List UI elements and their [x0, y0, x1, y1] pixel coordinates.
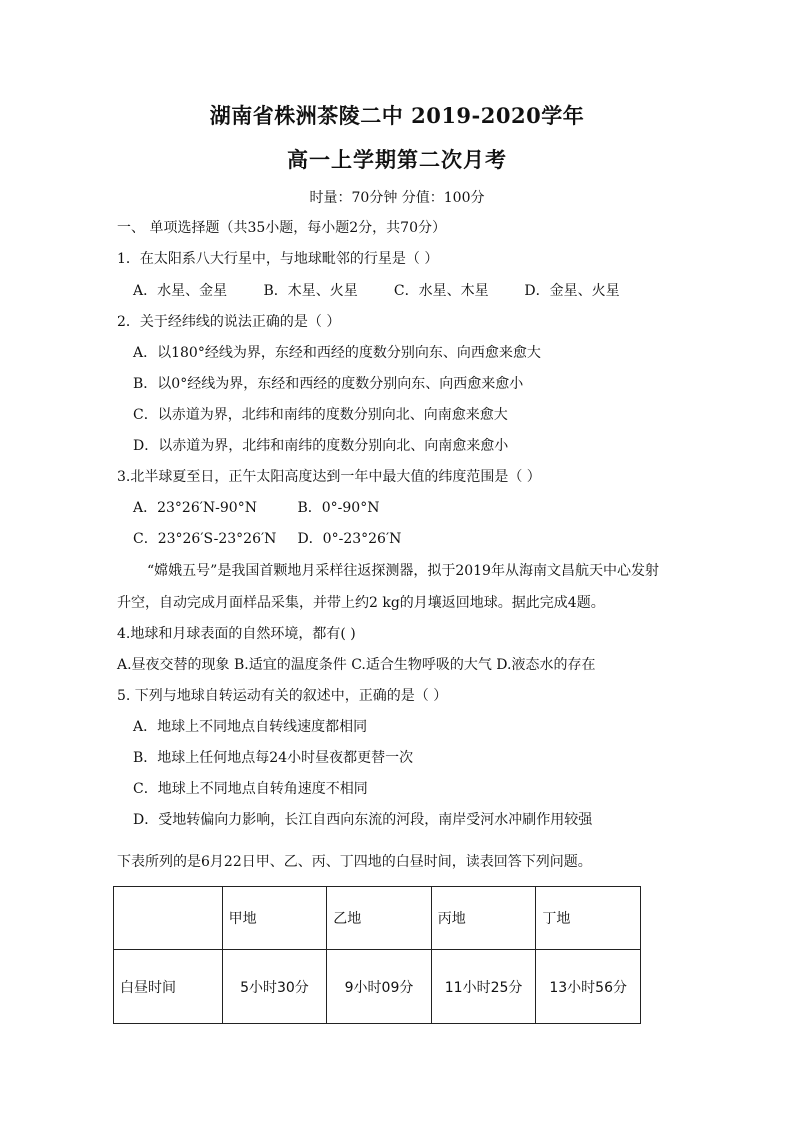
question-3-option-a: A．23°26′N-90°N: [133, 500, 257, 516]
question-4-options: A.昼夜交替的现象 B.适宜的温度条件 C.适合生物呼吸的大气 D.液态水的存在: [117, 657, 596, 673]
question-4-stem: 4.地球和月球表面的自然环境，都有( ): [117, 626, 356, 642]
table-header-jia: 甲地: [222, 887, 327, 950]
question-2-option-c: C．以赤道为界，北纬和南纬的度数分别向北、向南愈来愈大: [133, 407, 508, 423]
table-header-yi: 乙地: [327, 887, 432, 950]
question-2-option-b: B．以0°经线为界，东经和西经的度数分别向东、向西愈来愈小: [133, 376, 524, 392]
question-3-stem: 3.北半球夏至日，正午太阳高度达到一年中最大值的纬度范围是（ ）: [117, 469, 541, 485]
table-row: [114, 950, 641, 1024]
question-1-option-c: C．水星、木星: [393, 283, 489, 299]
table-header-empty: [114, 887, 223, 950]
question-5-option-a: A．地球上不同地点自转线速度都相同: [133, 719, 368, 735]
table-intro: 下表所列的是6月22日甲、乙、丙、丁四地的白昼时间，读表回答下列问题。: [117, 854, 592, 870]
passage-line-1: “嫦娥五号”是我国首颗地月采样往返探测器，拟于2019年从海南文昌航天中心发射: [147, 563, 659, 579]
question-5-option-d: D．受地转偏向力影响，长江自西向东流的河段，南岸受河水冲刷作用较强: [133, 812, 593, 828]
question-3-option-c: C．23°26′S-23°26′N: [133, 531, 277, 547]
passage-line-2: 升空，自动完成月面样品采集，并带上约2 kg的月壤返回地球。据此完成4题。: [117, 595, 605, 611]
question-3-options-row1: [133, 499, 379, 517]
section-heading: 一、 单项选择题（共35小题，每小题2分，共70分）: [117, 220, 446, 236]
question-5-option-b: B．地球上任何地点每24小时昼夜都更替一次: [133, 750, 414, 766]
question-1-options: [133, 282, 620, 300]
table-cell-ding: 13小时56分: [536, 950, 641, 1024]
exam-subtitle: 高一上学期第二次月考: [287, 147, 507, 172]
table-cell-yi: 9小时09分: [327, 950, 432, 1024]
question-2-stem: 2．关于经纬线的说法正确的是（ ）: [117, 314, 341, 330]
question-1-option-d: D．金星、火星: [524, 283, 620, 299]
question-5-stem: 5. 下列与地球自转运动有关的叙述中，正确的是（ ）: [117, 688, 448, 704]
question-1-option-a: A．水星、金星: [133, 283, 228, 299]
table-header-bing: 丙地: [431, 887, 536, 950]
question-2-option-d: D．以赤道为界，北纬和南纬的度数分别向北、向南愈来愈小: [133, 438, 509, 454]
question-3-options-row2: [133, 530, 401, 548]
table-header-row: [114, 887, 641, 950]
question-3-option-d: D．0°-23°26′N: [297, 531, 402, 547]
question-1-option-b: B．木星、火星: [263, 283, 358, 299]
question-1-stem: 1．在太阳系八大行星中，与地球毗邻的行星是（ ）: [117, 251, 439, 267]
table-header-ding: 丁地: [536, 887, 641, 950]
question-2-option-a: A．以180°经线为界，东经和西经的度数分别向东、向西愈来愈大: [133, 345, 541, 361]
exam-title: 湖南省株洲茶陵二中 2019-2020学年: [209, 103, 585, 128]
table-cell-bing: 11小时25分: [431, 950, 536, 1024]
table-cell-jia: 5小时30分: [222, 950, 327, 1024]
table-row-label: 白昼时间: [114, 950, 223, 1024]
question-5-option-c: C．地球上不同地点自转角速度不相同: [133, 781, 368, 797]
time-and-score: 时量：70分钟 分值：100分: [309, 190, 485, 206]
daylight-table: [113, 886, 641, 1024]
question-3-option-b: B．0°-90°N: [297, 500, 380, 516]
